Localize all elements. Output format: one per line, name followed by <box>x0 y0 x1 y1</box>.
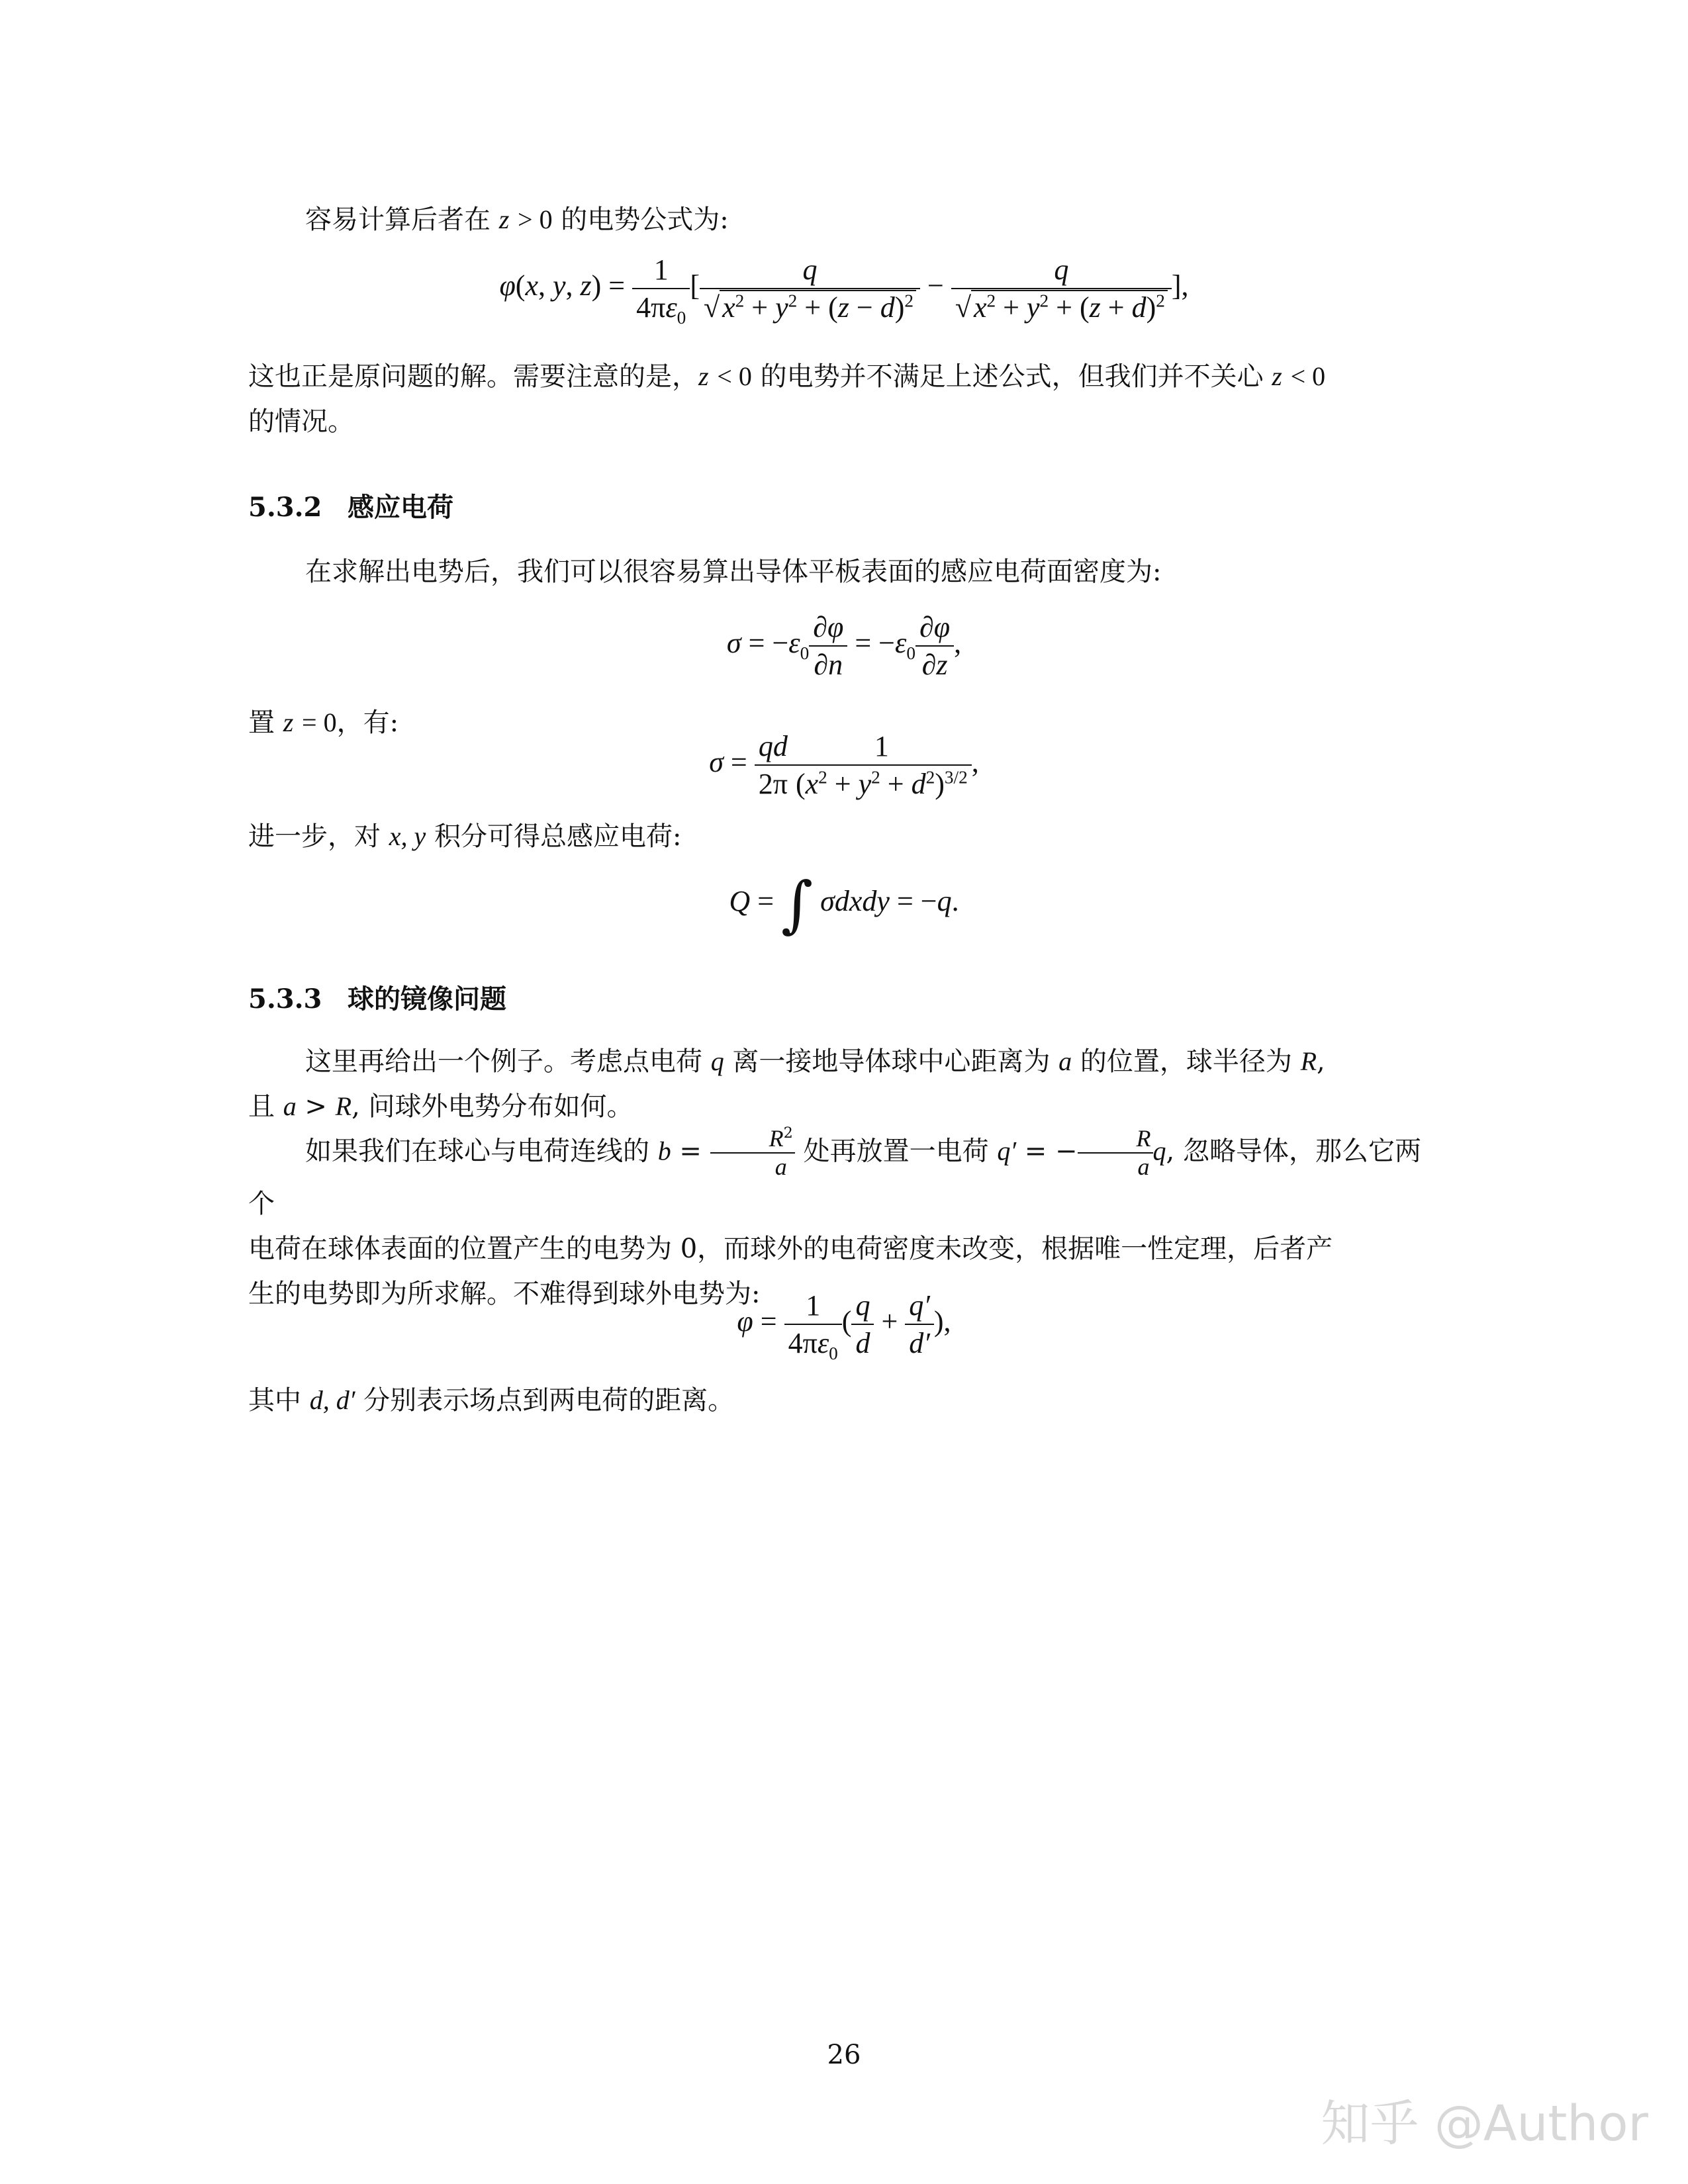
paragraph-sphere-problem: 这里再给出一个例子。考虑点电荷 q 离一接地导体球中心距离为 a 的位置，球半径为 R, 且 a > R, 问球外电势分布如何。 <box>248 1046 1325 1122</box>
paragraph-set-z0: 置 z = 0，有: <box>248 707 399 738</box>
section-heading-5-3-3 <box>248 978 506 1016</box>
equation-phi-sphere: φ = $\frac{1}{4\pi\varepsilon_0}$ ( $\frac{q}{d}$ + $\frac{q'}{d'}$ ), <box>248 1287 1440 1361</box>
section-title: 球的镜像问题 <box>348 983 506 1015</box>
equation-sigma-definition: $\sigma = -\varepsilon_0$ $\frac{\partial\varphi}{\partial n}$ = $-\varepsilon_0$ $\frac{\partial\varphi}{\partial z}$ , <box>248 609 1440 683</box>
after-equation-paragraph: 这也正是原问题的解。需要注意的是，z < 0 的电势并不满足上述公式，但我们并不关心 z < 0 的情况。 <box>248 361 1326 437</box>
equation-total-charge: Q = ∫ σdxdy = −q. <box>729 868 959 940</box>
section-number: 5.3.3 <box>248 983 322 1015</box>
section-title: 感应电荷 <box>348 492 453 523</box>
paragraph-integrate: 进一步，对 x, y 积分可得总感应电荷: <box>248 821 682 852</box>
paragraph-image-charge: 如果我们在球心与电荷连线的 b = $\frac{R^2}{a}$ 处再放置一电荷 q′ = − $\frac{R}{a}$ q, 忽略导体，那么它两个 电荷在球体表面的位置产生的电势为 0，而球外的电荷密度未改变，根据唯一性定理，后者产 生的电势即为所求解。不难得到球外电势为: <box>248 1124 1421 1309</box>
watermark: 知乎 @Author <box>1321 2095 1648 2152</box>
equation-sigma-z0: σ = $\frac{qd}{2\pi}$ $\frac{1}{(x^2 + y^2 + d^2)^{3/2}}$ , <box>248 728 1440 802</box>
page-number: 26 <box>827 2040 861 2070</box>
paragraph-induced-density: 在求解出电势后，我们可以很容易算出导体平板表面的感应电荷面密度为: <box>305 557 1162 587</box>
section-heading-5-3-2 <box>248 486 453 524</box>
equation-phi-plane: φ(x, y, z) = $\frac{1}{4\pi\varepsilon_0}$ [ $\frac{q}{√x^2 + y^2 + (z - d)^2}$ − $\frac{q}{√x^2 + y^2 + (z + d)^2}$ ], <box>248 251 1440 326</box>
section-number: 5.3.2 <box>248 492 322 523</box>
paragraph-distance-definition: 其中 d, d′ 分别表示场点到两电荷的距离。 <box>248 1385 735 1416</box>
intro-paragraph: 容易计算后者在 z > 0 的电势公式为: <box>305 205 729 235</box>
